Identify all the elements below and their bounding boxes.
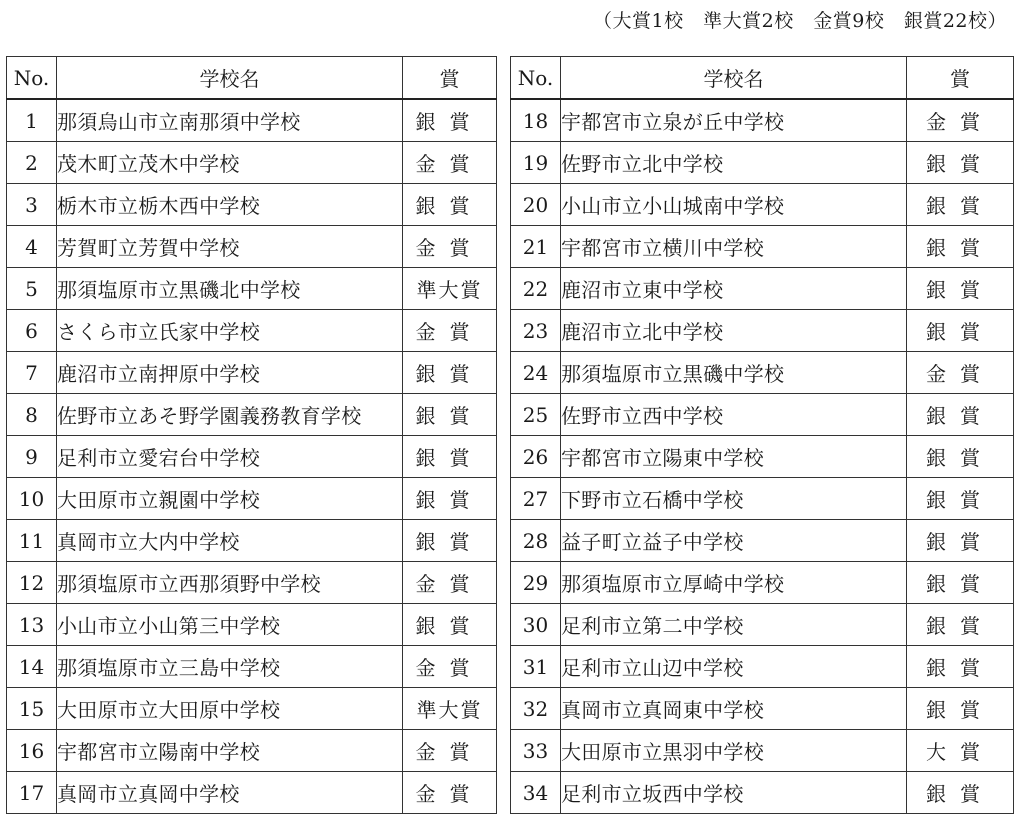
school-name: 大田原市立親園中学校: [57, 478, 403, 520]
school-name: 栃木市立栃木西中学校: [57, 184, 403, 226]
school-name: 益子町立益子中学校: [561, 520, 907, 562]
school-name: 真岡市立真岡中学校: [57, 772, 403, 814]
school-name: 那須塩原市立西那須野中学校: [57, 562, 403, 604]
award-value: 銀賞: [403, 604, 497, 646]
school-name: 那須塩原市立厚崎中学校: [561, 562, 907, 604]
award-value: 銀賞: [907, 184, 1014, 226]
column-gap: [497, 562, 511, 604]
award-value: 銀賞: [907, 478, 1014, 520]
row-number: 28: [511, 520, 561, 562]
row-number: 1: [7, 99, 57, 142]
row-number: 8: [7, 394, 57, 436]
school-name: 宇都宮市立泉が丘中学校: [561, 99, 907, 142]
award-value: 金賞: [403, 772, 497, 814]
award-value: 銀賞: [907, 688, 1014, 730]
header-award-left: 賞: [403, 57, 497, 100]
award-value: 銀賞: [403, 520, 497, 562]
award-value: 金賞: [403, 142, 497, 184]
row-number: 10: [7, 478, 57, 520]
school-name: 佐野市立あそ野学園義務教育学校: [57, 394, 403, 436]
column-gap: [497, 310, 511, 352]
column-gap: [497, 394, 511, 436]
award-value: 大賞: [907, 730, 1014, 772]
table-row: [7, 688, 1014, 730]
row-number: 5: [7, 268, 57, 310]
row-number: 21: [511, 226, 561, 268]
table-row: [7, 520, 1014, 562]
school-name: 足利市立愛宕台中学校: [57, 436, 403, 478]
award-value: 金賞: [403, 226, 497, 268]
row-number: 23: [511, 310, 561, 352]
row-number: 14: [7, 646, 57, 688]
row-number: 19: [511, 142, 561, 184]
row-number: 12: [7, 562, 57, 604]
column-gap: [497, 478, 511, 520]
row-number: 11: [7, 520, 57, 562]
school-name: 那須塩原市立黒磯中学校: [561, 352, 907, 394]
table-row: [7, 310, 1014, 352]
school-name: 宇都宮市立陽東中学校: [561, 436, 907, 478]
award-value: 金賞: [907, 352, 1014, 394]
table-row: [7, 562, 1014, 604]
column-gap: [497, 520, 511, 562]
row-number: 2: [7, 142, 57, 184]
school-name: 足利市立第二中学校: [561, 604, 907, 646]
row-number: 4: [7, 226, 57, 268]
award-value: 銀賞: [907, 646, 1014, 688]
school-name: 佐野市立西中学校: [561, 394, 907, 436]
header-row: [7, 57, 1014, 100]
column-gap: [497, 688, 511, 730]
row-number: 7: [7, 352, 57, 394]
table-row: [7, 436, 1014, 478]
header-school-right: 学校名: [561, 57, 907, 100]
school-name: 小山市立小山城南中学校: [561, 184, 907, 226]
award-value: 銀賞: [907, 310, 1014, 352]
row-number: 33: [511, 730, 561, 772]
table-row: [7, 99, 1014, 142]
school-name: 芳賀町立芳賀中学校: [57, 226, 403, 268]
award-value: 銀賞: [403, 184, 497, 226]
school-name: 鹿沼市立北中学校: [561, 310, 907, 352]
award-value: 金賞: [907, 99, 1014, 142]
column-gap: [497, 268, 511, 310]
award-value: 銀賞: [403, 394, 497, 436]
row-number: 30: [511, 604, 561, 646]
school-name: 足利市立山辺中学校: [561, 646, 907, 688]
school-name: 真岡市立真岡東中学校: [561, 688, 907, 730]
row-number: 29: [511, 562, 561, 604]
row-number: 13: [7, 604, 57, 646]
school-name: 茂木町立茂木中学校: [57, 142, 403, 184]
header-award-right: 賞: [907, 57, 1014, 100]
row-number: 22: [511, 268, 561, 310]
school-name: 小山市立小山第三中学校: [57, 604, 403, 646]
table-row: [7, 772, 1014, 814]
row-number: 6: [7, 310, 57, 352]
award-value: 準大賞: [403, 268, 497, 310]
row-number: 31: [511, 646, 561, 688]
table-row: [7, 226, 1014, 268]
column-gap: [497, 142, 511, 184]
column-gap: [497, 604, 511, 646]
column-gap: [497, 99, 511, 142]
table-row: [7, 478, 1014, 520]
school-name: 鹿沼市立南押原中学校: [57, 352, 403, 394]
award-value: 銀賞: [403, 352, 497, 394]
award-value: 金賞: [403, 646, 497, 688]
table-row: [7, 268, 1014, 310]
row-number: 16: [7, 730, 57, 772]
school-name: 大田原市立大田原中学校: [57, 688, 403, 730]
award-value: 銀賞: [907, 142, 1014, 184]
table-row: [7, 646, 1014, 688]
column-gap: [497, 646, 511, 688]
table-row: [7, 394, 1014, 436]
award-value: 銀賞: [907, 772, 1014, 814]
row-number: 32: [511, 688, 561, 730]
school-name: 下野市立石橋中学校: [561, 478, 907, 520]
awards-table: [6, 56, 1014, 814]
school-name: 鹿沼市立東中学校: [561, 268, 907, 310]
school-name: 那須塩原市立三島中学校: [57, 646, 403, 688]
award-value: 銀賞: [907, 604, 1014, 646]
school-name: 佐野市立北中学校: [561, 142, 907, 184]
row-number: 34: [511, 772, 561, 814]
row-number: 17: [7, 772, 57, 814]
award-value: 金賞: [403, 562, 497, 604]
row-number: 15: [7, 688, 57, 730]
header-school-left: 学校名: [57, 57, 403, 100]
award-value: 銀賞: [907, 394, 1014, 436]
row-number: 20: [511, 184, 561, 226]
table-body: [7, 99, 1014, 814]
award-value: 銀賞: [907, 268, 1014, 310]
column-gap: [497, 57, 511, 100]
school-name: 那須塩原市立黒磯北中学校: [57, 268, 403, 310]
header-no-left: No.: [7, 57, 57, 100]
award-value: 銀賞: [907, 520, 1014, 562]
row-number: 3: [7, 184, 57, 226]
table-row: [7, 352, 1014, 394]
table-row: [7, 142, 1014, 184]
school-name: 宇都宮市立陽南中学校: [57, 730, 403, 772]
award-value: 銀賞: [403, 478, 497, 520]
school-name: 宇都宮市立横川中学校: [561, 226, 907, 268]
column-gap: [497, 352, 511, 394]
school-name: 那須烏山市立南那須中学校: [57, 99, 403, 142]
award-summary: （大賞1校 準大賞2校 金賞9校 銀賞22校）: [593, 10, 1007, 32]
row-number: 25: [511, 394, 561, 436]
row-number: 9: [7, 436, 57, 478]
school-name: 大田原市立黒羽中学校: [561, 730, 907, 772]
award-value: 金賞: [403, 310, 497, 352]
award-value: 銀賞: [907, 562, 1014, 604]
award-value: 銀賞: [907, 436, 1014, 478]
table-row: [7, 604, 1014, 646]
award-value: 銀賞: [403, 436, 497, 478]
column-gap: [497, 184, 511, 226]
table-row: [7, 730, 1014, 772]
award-value: 銀賞: [907, 226, 1014, 268]
header-no-right: No.: [511, 57, 561, 100]
table-row: [7, 184, 1014, 226]
award-value: 金賞: [403, 730, 497, 772]
school-name: 真岡市立大内中学校: [57, 520, 403, 562]
column-gap: [497, 772, 511, 814]
column-gap: [497, 436, 511, 478]
row-number: 18: [511, 99, 561, 142]
school-name: さくら市立氏家中学校: [57, 310, 403, 352]
column-gap: [497, 730, 511, 772]
column-gap: [497, 226, 511, 268]
award-value: 銀賞: [403, 99, 497, 142]
award-value: 準大賞: [403, 688, 497, 730]
row-number: 24: [511, 352, 561, 394]
row-number: 26: [511, 436, 561, 478]
row-number: 27: [511, 478, 561, 520]
school-name: 足利市立坂西中学校: [561, 772, 907, 814]
